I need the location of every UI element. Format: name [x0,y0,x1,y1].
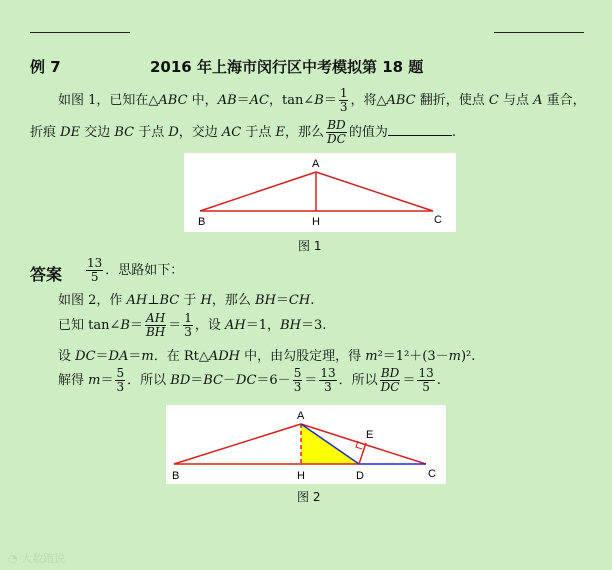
fraction-bd-dc: $\frac{BD}{DC}$ [327,118,346,146]
label-b: B [198,216,206,228]
fold-de [359,443,366,464]
fraction-5-3-b: $\frac{5}{3}$ [293,366,302,394]
fraction-5-3: $\frac{5}{3}$ [116,366,125,394]
label-d: D [356,470,364,482]
example-label: 例 7 [30,58,61,76]
label-h: H [312,216,320,228]
fraction-13-3: $\frac{13}{3}$ [320,366,336,394]
fraction-ah-bh: $\frac{AH}{BH}$ [145,311,166,339]
watermark-icon: ◔ [8,552,18,565]
problem-line-1: 如图 1，已知在△ABC 中，AB＝AC，tan∠B＝ $\frac{1}{3}$ ，将△ABC 翻折，使点 C 与点 A 重合， [58,86,586,114]
figure-2 [166,405,446,484]
top-right-rule [494,32,584,33]
edge-ab [174,424,301,464]
figure-2-caption: 图 2 [297,490,321,504]
label-a: A [312,158,320,170]
top-left-rule [30,32,130,33]
fraction-one-third-2: $\frac{1}{3}$ [184,311,192,339]
solution-step-2: 已知 tan∠B＝ $\frac{AH}{BH}$ ＝ $\frac{1}{3}$ ，设 AH＝1，BH＝3. [58,311,327,339]
edge-ab [200,172,316,211]
label-a: A [297,410,305,422]
edge-ac [316,172,433,211]
figure-2-diagram [166,405,446,484]
fraction-13-5: $\frac{13}{5}$ [87,256,103,284]
solution-step-3: 设 DC＝DA＝m．在 Rt△ADH 中，由勾股定理，得 m²＝1²＋(3－m)². [58,349,476,364]
answer-label: 答案 [30,265,63,284]
figure-1-diagram [184,153,456,232]
answer-blank [388,124,452,136]
example-title: 2016 年上海市闵行区中考模拟第 18 题 [150,58,424,76]
label-h: H [297,470,305,482]
figure-1-caption: 图 1 [298,239,322,253]
fraction-bd-dc-2: $\frac{BD}{DC}$ [380,366,400,394]
fraction-one-third: $\frac{1}{3}$ [339,86,348,114]
solution-step-1: 如图 2，作 AH⊥BC 于 H，那么 BH＝CH. [58,293,315,308]
label-c: C [434,214,442,226]
watermark: ◔ 大数跑说 [8,552,66,565]
answer-value: $\frac{13}{5}$ ．思路如下： [87,256,184,284]
label-b: B [172,470,180,482]
label-c: C [428,468,436,480]
label-e: E [366,429,374,441]
fraction-13-5-b: $\frac{13}{5}$ [418,366,434,394]
problem-line-2: 折痕 DE 交边 BC 于点 D，交边 AC 于点 E，那么 $\frac{BD}{DC}$ 的值为 . [30,118,457,146]
figure-1 [184,153,456,232]
solution-step-4: 解得 m＝ $\frac{5}{3}$ ．所以 BD＝BC－DC＝6－ $\frac{5}{3}$ ＝ $\frac{13}{3}$ ．所以 $\frac{BD}{DC}$ ＝ $\frac{13}{5}$ . [58,366,441,394]
